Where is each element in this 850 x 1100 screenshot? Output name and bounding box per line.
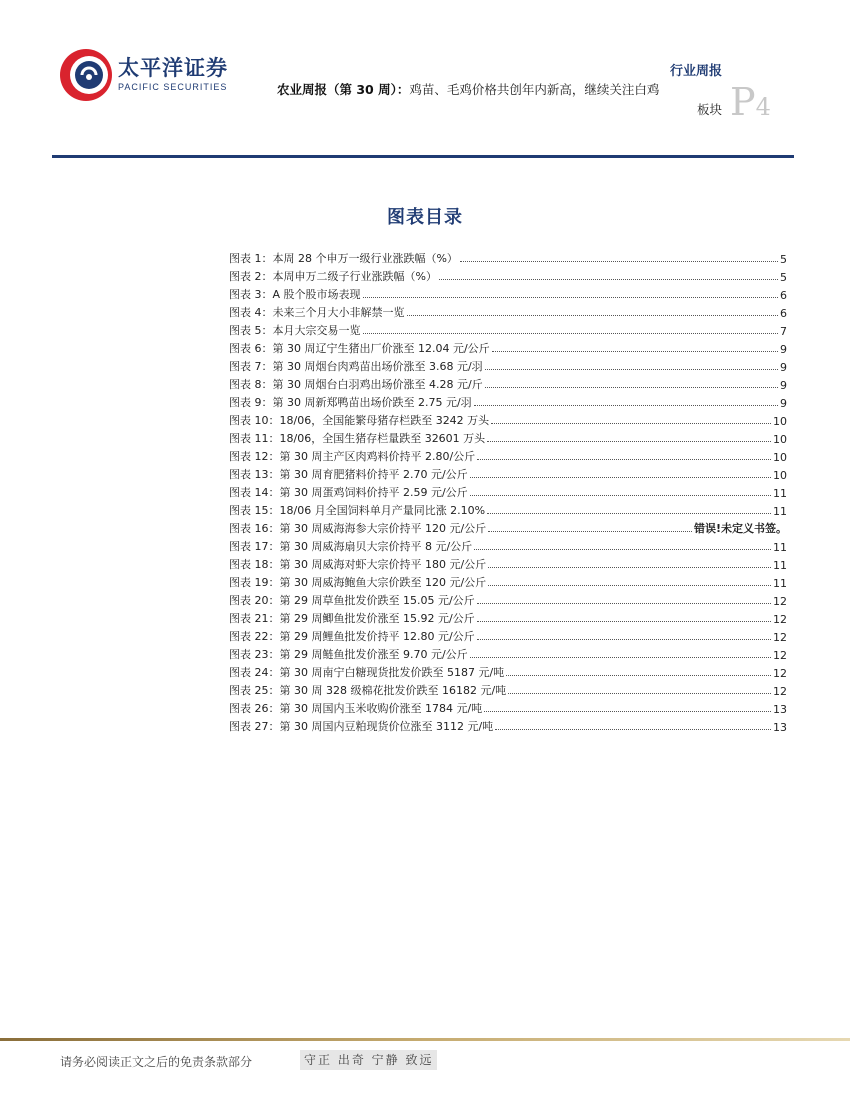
toc-leader-dots <box>407 314 779 316</box>
toc-entry-label[interactable]: 图表 14：第 30 周蛋鸡饲料价持平 2.59 元/公斤 <box>229 486 468 499</box>
toc-entry[interactable] <box>229 356 787 374</box>
toc-entry-label[interactable]: 图表 19：第 30 周威海鲍鱼大宗价跌至 120 元/公斤 <box>229 576 487 589</box>
toc-entry-label[interactable]: 图表 7：第 30 周烟台肉鸡苗出场价涨至 3.68 元/羽 <box>229 360 483 373</box>
toc-entry[interactable] <box>229 374 787 392</box>
toc-entry[interactable] <box>229 446 787 464</box>
toc-entry[interactable] <box>229 590 787 608</box>
toc-entry[interactable] <box>229 464 787 482</box>
toc-entry-label[interactable]: 图表 3：A 股个股市场表现 <box>229 288 361 301</box>
toc-entry-page[interactable]: 9 <box>780 397 787 410</box>
toc-entry-label[interactable]: 图表 18：第 30 周威海对虾大宗价持平 180 元/公斤 <box>229 558 487 571</box>
toc-entry[interactable] <box>229 302 787 320</box>
pacific-logo-icon <box>58 46 114 104</box>
toc-entry[interactable] <box>229 716 787 734</box>
toc-entry-label[interactable]: 图表 6：第 30 周辽宁生猪出厂价涨至 12.04 元/公斤 <box>229 342 490 355</box>
toc-entry-label[interactable]: 图表 26：第 30 周国内玉米收购价涨至 1784 元/吨 <box>229 702 483 715</box>
toc-entry-page[interactable]: 13 <box>773 721 787 734</box>
toc-leader-dots <box>485 386 778 388</box>
toc-leader-dots <box>488 566 771 568</box>
toc-entry[interactable] <box>229 680 787 698</box>
toc-leader-dots <box>470 656 771 658</box>
toc-entry-label[interactable]: 图表 12：第 30 周主产区肉鸡料价持平 2.80/公斤 <box>229 450 476 463</box>
toc-entry-label[interactable]: 图表 17：第 30 周威海扇贝大宗价持平 8 元/公斤 <box>229 540 473 553</box>
toc-title: 图表目录 <box>387 207 463 228</box>
toc-entry-label[interactable]: 图表 1：本周 28 个申万一级行业涨跌幅（%） <box>229 252 458 265</box>
toc-entry-page[interactable]: 错误!未定义书签。 <box>693 522 787 535</box>
logo-english-name: PACIFIC SECURITIES <box>118 82 228 92</box>
toc-entry-page[interactable]: 5 <box>780 253 787 266</box>
page-number <box>730 80 771 124</box>
toc-entry[interactable] <box>229 518 787 536</box>
toc-entry-label[interactable]: 图表 15：18/06 月全国饲料单月产量同比涨 2.10% <box>229 504 486 517</box>
toc-leader-dots <box>363 296 778 298</box>
toc-leader-dots <box>470 494 771 496</box>
toc-entry-page[interactable]: 11 <box>773 577 787 590</box>
toc-entry-label[interactable]: 图表 2：本周申万二级子行业涨跌幅（%） <box>229 270 437 283</box>
header-divider <box>52 155 794 158</box>
footer-divider <box>0 1038 850 1041</box>
report-title <box>277 80 722 120</box>
toc-leader-dots <box>470 476 771 478</box>
toc-leader-dots <box>508 692 771 694</box>
toc-entry-label[interactable]: 图表 23：第 29 周鲢鱼批发价涨至 9.70 元/公斤 <box>229 648 468 661</box>
toc-entry-page[interactable]: 6 <box>780 307 787 320</box>
toc-entry-page[interactable]: 11 <box>773 487 787 500</box>
toc-entry[interactable] <box>229 608 787 626</box>
toc-entry-page[interactable]: 12 <box>773 631 787 644</box>
toc-entry-page[interactable]: 10 <box>773 415 787 428</box>
toc-entry[interactable] <box>229 536 787 554</box>
toc-entry-page[interactable]: 10 <box>773 469 787 482</box>
toc-entry-label[interactable]: 图表 5：本月大宗交易一览 <box>229 324 361 337</box>
toc-leader-dots <box>487 440 771 442</box>
toc-entry-page[interactable]: 10 <box>773 433 787 446</box>
toc-entry[interactable] <box>229 248 787 266</box>
toc-entry-page[interactable]: 6 <box>780 289 787 302</box>
toc-entry-label[interactable]: 图表 27：第 30 周国内豆粕现货价位涨至 3112 元/吨 <box>229 720 494 733</box>
toc-entry-page[interactable]: 9 <box>780 361 787 374</box>
toc-entry-label[interactable]: 图表 11：18/06，全国生猪存栏量跌至 32601 万头 <box>229 432 486 445</box>
toc-entry-page[interactable]: 10 <box>773 451 787 464</box>
toc-leader-dots <box>485 368 778 370</box>
toc-entry-page[interactable]: 12 <box>773 649 787 662</box>
toc-list <box>229 248 787 734</box>
toc-entry[interactable] <box>229 554 787 572</box>
report-title-bold: 农业周报（第 30 周）： <box>277 82 410 97</box>
toc-entry-label[interactable]: 图表 20：第 29 周草鱼批发价跌至 15.05 元/公斤 <box>229 594 475 607</box>
toc-leader-dots <box>477 458 771 460</box>
page-prefix: P <box>730 80 756 124</box>
page-number-value: 4 <box>755 93 771 121</box>
toc-entry[interactable] <box>229 698 787 716</box>
toc-entry[interactable] <box>229 500 787 518</box>
toc-entry[interactable] <box>229 320 787 338</box>
toc-leader-dots <box>491 422 771 424</box>
toc-leader-dots <box>506 674 771 676</box>
toc-entry-page[interactable]: 12 <box>773 685 787 698</box>
toc-entry[interactable] <box>229 482 787 500</box>
toc-leader-dots <box>487 512 771 514</box>
toc-leader-dots <box>492 350 778 352</box>
toc-leader-dots <box>488 584 771 586</box>
toc-entry-label[interactable]: 图表 16：第 30 周威海海参大宗价持平 120 元/公斤 <box>229 522 487 535</box>
report-title-tail: 板块 <box>696 102 722 117</box>
toc-entry-label[interactable]: 图表 8：第 30 周烟台白羽鸡出场价涨至 4.28 元/斤 <box>229 378 483 391</box>
toc-entry-label[interactable]: 图表 25：第 30 周 328 级棉花批发价跌至 16182 元/吨 <box>229 684 507 697</box>
toc-entry-page[interactable]: 11 <box>773 505 787 518</box>
toc-leader-dots <box>439 278 778 280</box>
disclaimer-note: 请务必阅读正文之后的免责条款部分 <box>60 1055 253 1069</box>
toc-entry-label[interactable]: 图表 24：第 30 周南宁白糖现货批发价跌至 5187 元/吨 <box>229 666 505 679</box>
report-title-text: 鸡苗、毛鸡价格共创年内新高，继续关注白鸡 <box>409 82 660 97</box>
toc-entry[interactable] <box>229 338 787 356</box>
toc-entry-page[interactable]: 12 <box>773 667 787 680</box>
toc-entry[interactable] <box>229 662 787 680</box>
toc-entry[interactable] <box>229 392 787 410</box>
company-logo <box>58 46 228 104</box>
toc-leader-dots <box>474 404 778 406</box>
toc-entry[interactable] <box>229 410 787 428</box>
toc-leader-dots <box>363 332 779 334</box>
toc-leader-dots <box>488 530 692 532</box>
toc-entry-page[interactable]: 12 <box>773 595 787 608</box>
toc-entry-page[interactable]: 11 <box>773 541 787 554</box>
toc-leader-dots <box>477 602 771 604</box>
company-motto: 守正 出奇 宁静 致远 <box>300 1050 437 1070</box>
toc-leader-dots <box>474 548 771 550</box>
toc-leader-dots <box>477 620 771 622</box>
toc-leader-dots <box>477 638 771 640</box>
toc-entry-label[interactable]: 图表 21：第 29 周鲫鱼批发价涨至 15.92 元/公斤 <box>229 612 475 625</box>
toc-entry-page[interactable]: 11 <box>773 559 787 572</box>
toc-entry-page[interactable]: 9 <box>780 379 787 392</box>
toc-entry-label[interactable]: 图表 9：第 30 周新郑鸭苗出场价跌至 2.75 元/羽 <box>229 396 472 409</box>
toc-entry-label[interactable]: 图表 4：未来三个月大小非解禁一览 <box>229 306 405 319</box>
toc-entry-page[interactable]: 5 <box>780 271 787 284</box>
toc-entry[interactable] <box>229 428 787 446</box>
toc-leader-dots <box>484 710 771 712</box>
toc-entry-page[interactable]: 13 <box>773 703 787 716</box>
toc-entry-label[interactable]: 图表 22：第 29 周鲤鱼批发价持平 12.80 元/公斤 <box>229 630 475 643</box>
toc-entry-page[interactable]: 7 <box>780 325 787 338</box>
toc-entry[interactable] <box>229 284 787 302</box>
report-type-label: 行业周报 <box>669 64 722 79</box>
toc-entry[interactable] <box>229 626 787 644</box>
toc-entry[interactable] <box>229 572 787 590</box>
toc-entry[interactable] <box>229 644 787 662</box>
toc-entry-label[interactable]: 图表 10：18/06，全国能繁母猪存栏跌至 3242 万头 <box>229 414 490 427</box>
toc-entry-page[interactable]: 12 <box>773 613 787 626</box>
toc-entry[interactable] <box>229 266 787 284</box>
toc-leader-dots <box>495 728 771 730</box>
toc-leader-dots <box>460 260 778 262</box>
toc-entry-label[interactable]: 图表 13：第 30 周育肥猪料价持平 2.70 元/公斤 <box>229 468 468 481</box>
logo-chinese-name: 太平洋证券 <box>118 56 228 80</box>
toc-entry-page[interactable]: 9 <box>780 343 787 356</box>
